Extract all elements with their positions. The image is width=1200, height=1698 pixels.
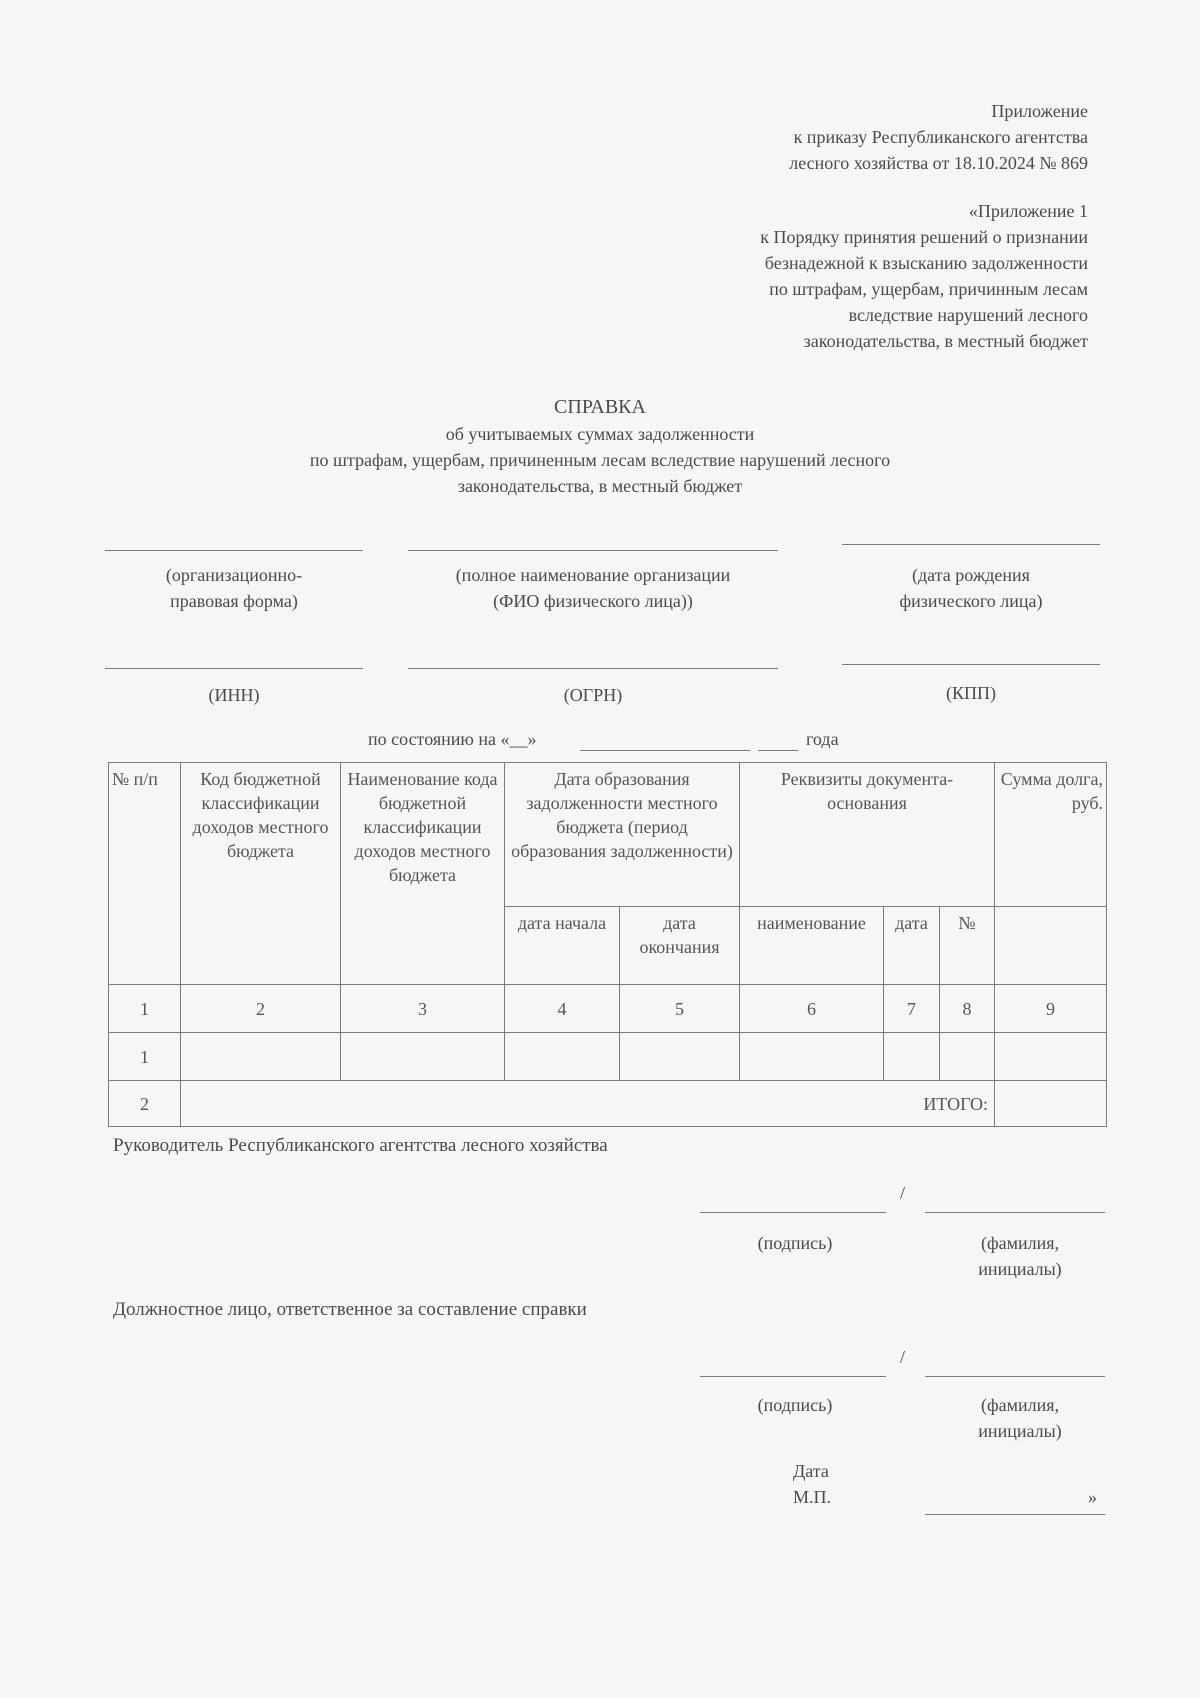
as-of-year-line: [758, 750, 798, 751]
officer-signature-label: (подпись): [757, 1395, 833, 1415]
appendix-line: к приказу Республиканского агентства: [793, 127, 1088, 147]
title-line: по штрафам, ущербам, причиненным лесам вследствие нарушений лесного: [309, 450, 891, 470]
officer-slash: /: [900, 1347, 906, 1367]
header-date-start: дата начала: [505, 907, 620, 985]
date-line: [925, 1514, 1105, 1515]
column-number: 4: [505, 985, 620, 1033]
header-date-group: Дата образования задолженности местного бюджета (период образования задолженности): [505, 763, 740, 907]
appendix1-line: по штрафам, ущербам, причинным лесам: [769, 279, 1088, 299]
row-num: 2: [109, 1081, 181, 1127]
officer-signature-line: [700, 1376, 886, 1377]
appendix1-line: к Порядку принятия решений о признании: [760, 227, 1088, 247]
inn-label: (ИНН): [208, 685, 260, 705]
column-number-row: [109, 985, 1107, 1033]
column-number: 1: [109, 985, 181, 1033]
header-doc-name: наименование: [740, 907, 884, 985]
appendix1-line: законодательства, в местный бюджет: [803, 331, 1088, 351]
appendix-line: лесного хозяйства от 18.10.2024 № 869: [789, 153, 1088, 173]
header-doc-date: дата: [884, 907, 940, 985]
appendix-line: Приложение: [991, 101, 1088, 121]
table-cell: [620, 1033, 740, 1081]
document-title: [200, 394, 1000, 499]
header-code-name: Наименование кода бюджетной классификации доходов местного бюджета: [341, 763, 505, 985]
as-of-month-line: [580, 750, 750, 751]
org-name-line: [408, 550, 778, 551]
birth-date-label: (дата рождения физического лица): [899, 565, 1043, 611]
header-amount-sub: [995, 907, 1107, 985]
org-name-label: (полное наименование организации (ФИО физического лица)): [455, 565, 731, 611]
appendix1-line: безнадежной к взысканию задолженности: [764, 253, 1088, 273]
appendix-block: [528, 98, 1088, 176]
as-of-suffix: года: [806, 729, 839, 749]
table-cell: [505, 1033, 620, 1081]
appendix1-line: «Приложение 1: [968, 201, 1088, 221]
total-row: [109, 1081, 1107, 1127]
head-name-label: (фамилия, инициалы): [978, 1233, 1062, 1279]
head-signature-line: [700, 1212, 886, 1213]
header-amount: Сумма долга, руб.: [995, 763, 1107, 907]
birth-date-line: [842, 544, 1100, 545]
org-form-line: [105, 550, 363, 551]
header-doc-group: Реквизиты документа-основания: [740, 763, 995, 907]
table-cell: [181, 1033, 341, 1081]
close-quote: »: [1088, 1487, 1097, 1507]
title-line: об учитываемых суммах задолженности: [445, 424, 755, 444]
column-number: 2: [181, 985, 341, 1033]
header-row: [109, 763, 1107, 907]
header-code: Код бюджетной классификации доходов местного бюджета: [181, 763, 341, 985]
column-number: 5: [620, 985, 740, 1033]
table-cell: [740, 1033, 884, 1081]
table-cell: [940, 1033, 995, 1081]
header-num: № п/п: [109, 763, 181, 985]
table-row: [109, 1033, 1107, 1081]
title-line: законодательства, в местный бюджет: [457, 476, 743, 496]
head-signature-label: (подпись): [757, 1233, 833, 1253]
org-form-label: (организационно- правовая форма): [165, 565, 303, 611]
officer-title: Должностное лицо, ответственное за составление справки: [113, 1299, 587, 1320]
as-of-prefix: по состоянию на «__»: [368, 729, 537, 749]
kpp-label: (КПП): [946, 683, 996, 703]
column-number: 8: [940, 985, 995, 1033]
title-main: СПРАВКА: [554, 396, 646, 418]
head-title: Руководитель Республиканского агентства лесного хозяйства: [113, 1135, 608, 1156]
date-label: Дата: [793, 1461, 829, 1481]
column-number: 6: [740, 985, 884, 1033]
stamp-label: М.П.: [793, 1487, 832, 1507]
head-slash: /: [900, 1183, 906, 1203]
table-cell: [995, 1033, 1107, 1081]
table-cell: [884, 1033, 940, 1081]
officer-name-line: [925, 1376, 1105, 1377]
column-number: 3: [341, 985, 505, 1033]
row-num: 1: [109, 1033, 181, 1081]
officer-name-label: (фамилия, инициалы): [978, 1395, 1062, 1441]
debt-table: [108, 762, 1107, 1127]
table-cell: [341, 1033, 505, 1081]
kpp-line: [842, 664, 1100, 665]
header-date-end: дата окончания: [620, 907, 740, 985]
header-doc-no: №: [940, 907, 995, 985]
ogrn-line: [408, 668, 778, 669]
total-value-cell: [995, 1081, 1107, 1127]
inn-line: [105, 668, 363, 669]
appendix1-line: вследствие нарушений лесного: [848, 305, 1088, 325]
ogrn-label: (ОГРН): [563, 685, 623, 705]
column-number: 9: [995, 985, 1107, 1033]
appendix1-block: [528, 198, 1088, 354]
column-number: 7: [884, 985, 940, 1033]
total-label: ИТОГО:: [181, 1081, 995, 1127]
head-name-line: [925, 1212, 1105, 1213]
